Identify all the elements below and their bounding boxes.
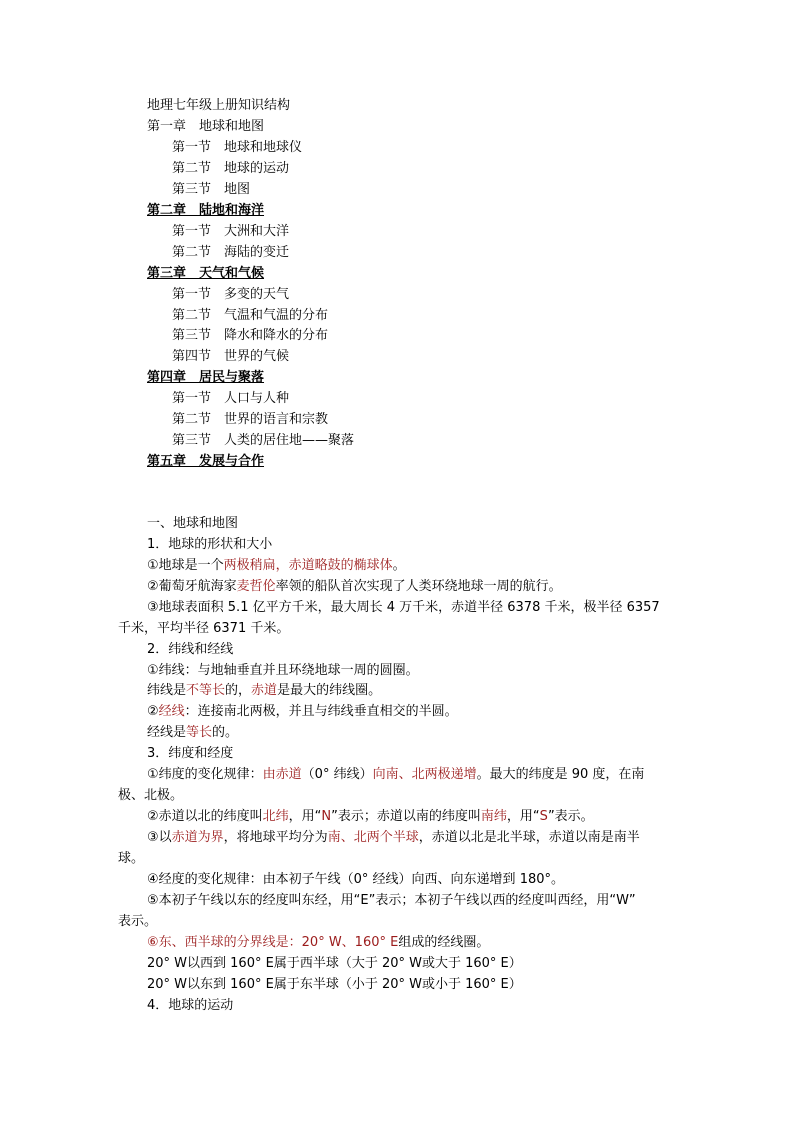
section-3-point-1-line-2: 极、北极。 bbox=[118, 788, 184, 803]
toc-chapter-4: 第四章 居民与聚落 bbox=[147, 370, 265, 385]
section-2-point-2-note: 经线是等长的。 bbox=[147, 725, 239, 740]
toc-chapter-5: 第五章 发展与合作 bbox=[147, 454, 265, 469]
section-2-point-1: ①纬线：与地轴垂直并且环绕地球一周的圆圈。 bbox=[147, 663, 419, 678]
toc-section-3-1: 第一节 多变的天气 bbox=[172, 287, 290, 302]
section-3-point-2: ②赤道以北的纬度叫北纬，用“N”表示；赤道以南的纬度叫南纬，用“S”表示。 bbox=[147, 809, 594, 824]
toc-section-1-1: 第一节 地球和地球仪 bbox=[172, 140, 303, 155]
section-2-point-2: ②经线：连接南北两极，并且与纬线垂直相交的半圆。 bbox=[147, 704, 458, 719]
section-4-title: 4．地球的运动 bbox=[147, 998, 234, 1013]
toc-chapter-2: 第二章 陆地和海洋 bbox=[147, 203, 265, 218]
toc-section-4-1: 第一节 人口与人种 bbox=[172, 391, 290, 406]
section-3-point-1: ①纬度的变化规律：由赤道（0° 纬线）向南、北两极递增。最大的纬度是 90 度，在南 bbox=[147, 767, 645, 782]
toc-section-3-3: 第三节 降水和降水的分布 bbox=[172, 328, 329, 343]
toc-chapter-3: 第三章 天气和气候 bbox=[147, 266, 265, 281]
toc-section-1-2: 第二节 地球的运动 bbox=[172, 161, 290, 176]
toc-chapter-1: 第一章 地球和地图 bbox=[147, 119, 265, 134]
toc-section-4-2: 第二节 世界的语言和宗教 bbox=[172, 412, 329, 427]
section-3-west-hemisphere: 20° W以西到 160° E属于西半球（大于 20° W或大于 160° E） bbox=[147, 956, 522, 971]
toc-section-3-2: 第二节 气温和气温的分布 bbox=[172, 308, 329, 323]
notes-heading: 一、地球和地图 bbox=[147, 516, 239, 531]
section-3-point-6: ⑥东、西半球的分界线是：20° W、160° E组成的经线圈。 bbox=[147, 935, 490, 950]
section-3-point-3-line-2: 球。 bbox=[118, 851, 145, 866]
section-1-title: 1．地球的形状和大小 bbox=[147, 537, 273, 552]
section-1-point-3-line-1: ③地球表面积 5.1 亿平方千米，最大周长 4 万千米，赤道半径 6378 千米，极半径 6357 bbox=[147, 600, 660, 615]
toc-section-2-1: 第一节 大洲和大洋 bbox=[172, 224, 290, 239]
toc-title: 地理七年级上册知识结构 bbox=[147, 98, 291, 113]
toc-section-1-3: 第三节 地图 bbox=[172, 182, 251, 197]
section-3-point-3: ③以赤道为界，将地球平均分为南、北两个半球，赤道以北是北半球，赤道以南是南半 bbox=[147, 830, 640, 845]
toc-section-4-3: 第三节 人类的居住地——聚落 bbox=[172, 433, 355, 448]
section-3-point-4: ④经度的变化规律：由本初子午线（0° 经线）向西、向东递增到 180°。 bbox=[147, 872, 565, 887]
section-2-point-1-note: 纬线是不等长的，赤道是最大的纬线圈。 bbox=[147, 683, 382, 698]
section-3-point-5: ⑤本初子午线以东的经度叫东经，用“E”表示；本初子午线以西的经度叫西经，用“W” bbox=[147, 893, 636, 908]
section-3-east-hemisphere: 20° W以东到 160° E属于东半球（小于 20° W或小于 160° E） bbox=[147, 977, 522, 992]
toc-section-3-4: 第四节 世界的气候 bbox=[172, 349, 290, 364]
section-1-point-2: ②葡萄牙航海家麦哲伦率领的船队首次实现了人类环绕地球一周的航行。 bbox=[147, 579, 562, 594]
section-3-point-5-line-2: 表示。 bbox=[118, 914, 158, 929]
toc-section-2-2: 第二节 海陆的变迁 bbox=[172, 245, 290, 260]
section-1-point-3-line-2: 千米，平均半径 6371 千米。 bbox=[118, 621, 290, 636]
section-3-title: 3．纬度和经度 bbox=[147, 746, 234, 761]
section-2-title: 2．纬线和经线 bbox=[147, 642, 234, 657]
section-1-point-1: ①地球是一个两极稍扁，赤道略鼓的椭球体。 bbox=[147, 558, 406, 573]
